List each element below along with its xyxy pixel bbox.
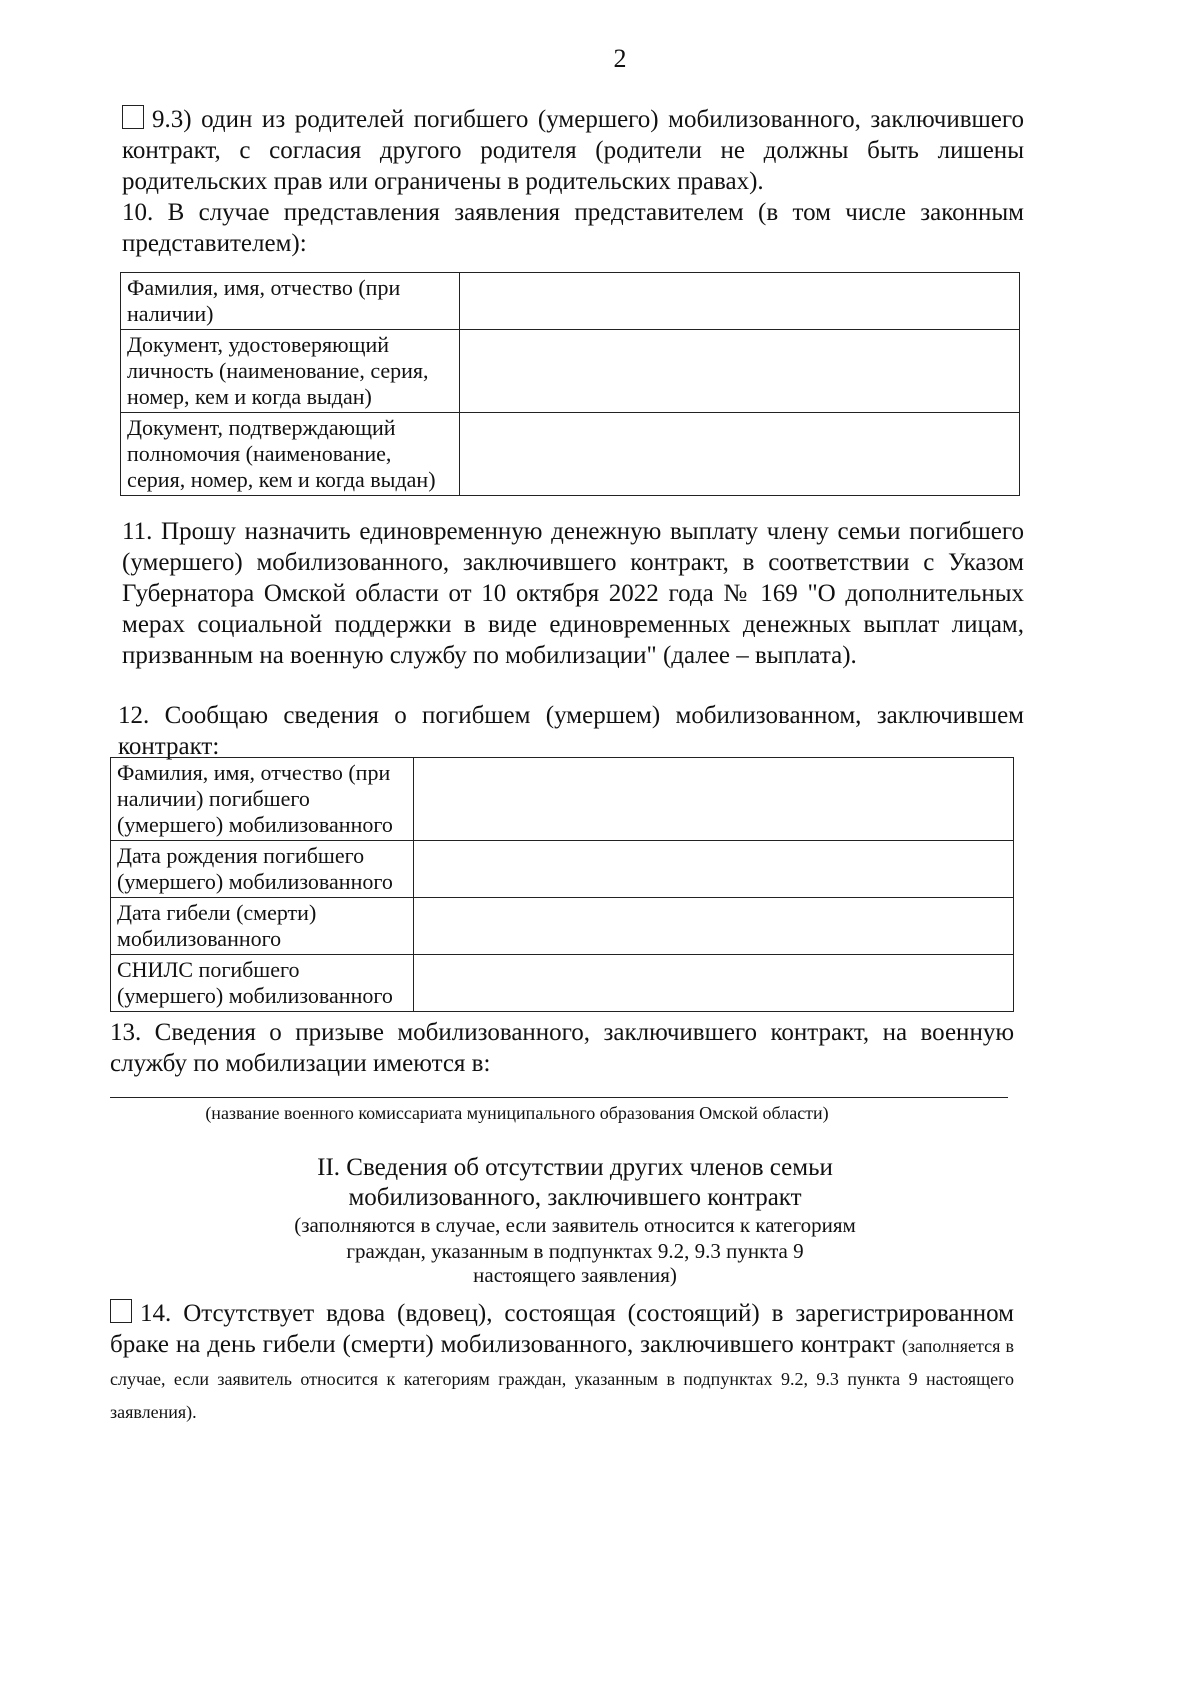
deceased-value-birth-date[interactable]: [414, 841, 1014, 898]
table-row: [121, 413, 1020, 496]
table-row: [111, 841, 1014, 898]
table-row: [121, 330, 1020, 413]
rep-label-authority-document: Документ, подтверждающий полномочия (наименование, серия, номер, кем и когда выдан): [121, 413, 460, 496]
rep-value-name[interactable]: [460, 273, 1020, 330]
table-row: [111, 955, 1014, 1012]
section-2-title-line1: II. Сведения об отсутствии других членов семьи: [317, 1154, 833, 1181]
deceased-label-name: Фамилия, имя, отчество (при наличии) погибшего (умершего) мобилизованного: [111, 758, 414, 841]
section-2-note-line2: граждан, указанным в подпунктах 9.2, 9.3 пункта 9: [346, 1239, 804, 1263]
rep-label-name: Фамилия, имя, отчество (при наличии): [121, 273, 460, 330]
deceased-value-name[interactable]: [414, 758, 1014, 841]
item-13: 13. Сведения о призыве мобилизованного, заключившего контракт, на военную службу по мобилизации имеются в:: [110, 1019, 1014, 1077]
deceased-label-birth-date: Дата рождения погибшего (умершего) мобилизованного: [111, 841, 414, 898]
item-14: [110, 1298, 1014, 1428]
item-14-note: (заполняется в случае, если заявитель относится к категориям граждан, указанным в подпунктах 9.2, 9.3 пункта 9 настоящего заявления).: [110, 1336, 1014, 1422]
item-12: 12. Сообщаю сведения о погибшем (умершем) мобилизованном, заключившем контракт:: [118, 702, 1024, 760]
rep-value-authority-document[interactable]: [460, 413, 1020, 496]
deceased-value-death-date[interactable]: [414, 898, 1014, 955]
item-10: 10. В случае представления заявления представителем (в том числе законным представителем):: [122, 199, 1024, 257]
deceased-label-snils: СНИЛС погибшего (умершего) мобилизованного: [111, 955, 414, 1012]
deceased-label-death-date: Дата гибели (смерти) мобилизованного: [111, 898, 414, 955]
commissariat-input-line[interactable]: [110, 1097, 1008, 1098]
rep-value-id-document[interactable]: [460, 330, 1020, 413]
table-row: [111, 758, 1014, 841]
table-row: [121, 273, 1020, 330]
commissariat-caption: (название военного комиссариата муниципального образования Омской области): [205, 1103, 829, 1123]
checkbox-9-3[interactable]: [122, 105, 144, 129]
rep-label-id-document: Документ, удостоверяющий личность (наименование, серия, номер, кем и когда выдан): [121, 330, 460, 413]
item-9-3-text: 9.3) один из родителей погибшего (умершего) мобилизованного, заключившего контракт, с согласия другого родителя (родители не должны быть лишены родительских прав или ограничены в родительских правах).: [122, 106, 1024, 195]
deceased-value-snils[interactable]: [414, 955, 1014, 1012]
section-2-note-line3: настоящего заявления): [473, 1263, 677, 1287]
checkbox-14[interactable]: [110, 1299, 132, 1323]
representative-table: [120, 272, 1020, 496]
table-row: [111, 898, 1014, 955]
section-2-title-line2: мобилизованного, заключившего контракт: [348, 1184, 802, 1211]
page-number: 2: [613, 44, 627, 73]
item-14-main-text: 14. Отсутствует вдова (вдовец), состоящая (состоящий) в зарегистрированном браке на день гибели (смерти) мобилизованного, заключившего контракт: [110, 1300, 1014, 1358]
section-2-note-line1: (заполняются в случае, если заявитель относится к категориям: [294, 1213, 856, 1237]
item-11: 11. Прошу назначить единовременную денежную выплату члену семьи погибшего (умершего) мобилизованного, заключившего контракт, в соответствии с Указом Губернатора Омской области от 10 октября 2022 года № 169 "О дополнительных мерах социальной поддержки в виде единовременных денежных выплат лицам, призванным на военную службу по мобилизации" (далее – выплата).: [122, 518, 1024, 669]
deceased-table: [110, 757, 1014, 1012]
item-9-3: [122, 104, 1024, 197]
